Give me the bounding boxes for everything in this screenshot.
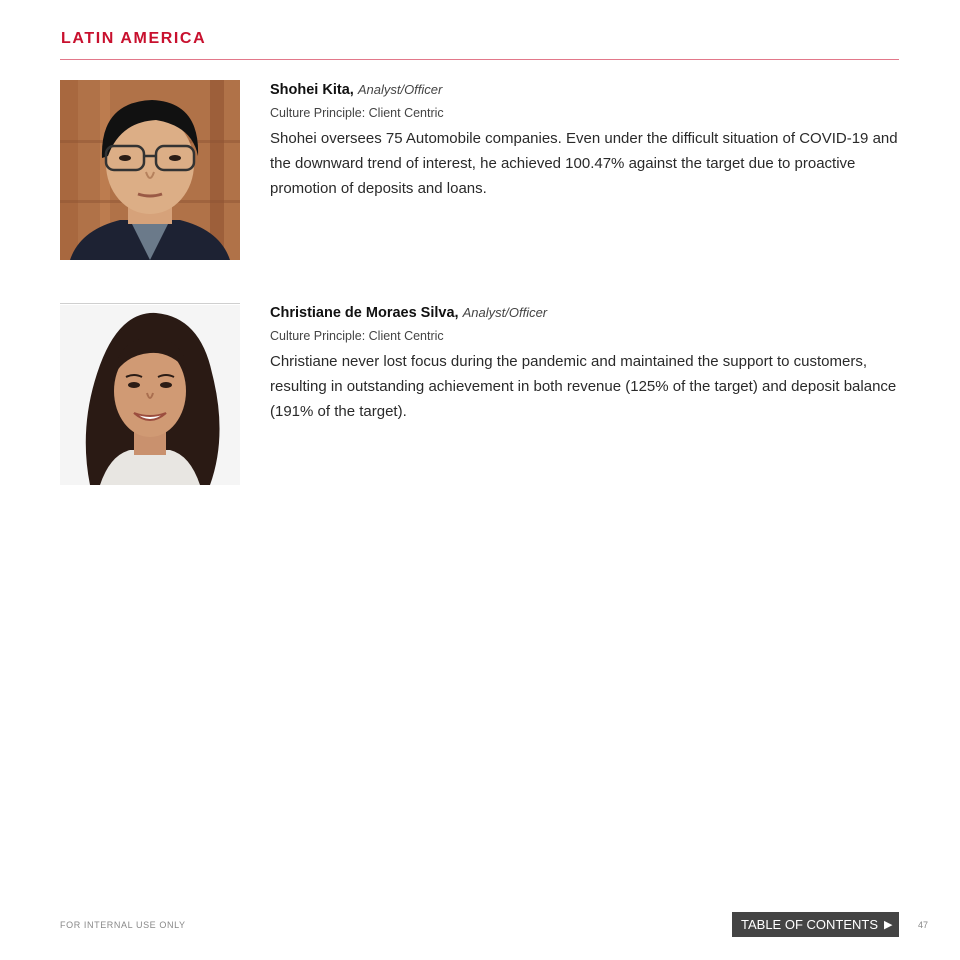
table-of-contents-button[interactable] xyxy=(732,912,899,937)
profile-title: Analyst/Officer xyxy=(462,305,548,320)
profile-shohei-kita xyxy=(270,80,902,201)
profile-description: Shohei oversees 75 Automobile companies. Even under the difficult situation of COVID-19 and the downward trend of interest, he achieved 100.47% against the target due to proactive promotion of deposits and loans. xyxy=(270,130,898,197)
photo-divider xyxy=(60,303,240,304)
profile-heading xyxy=(270,80,902,100)
profile-title: Analyst/Officer xyxy=(357,82,443,97)
page-number: 47 xyxy=(918,920,929,930)
profile-name: Shohei Kita, xyxy=(270,82,354,98)
profile-name: Christiane de Moraes Silva, xyxy=(270,305,459,321)
profile-description: Christiane never lost focus during the pandemic and maintained the support to customers, resulting in outstanding achievement in both revenue (125% of the target) and deposit balance (191% of the target). xyxy=(270,353,897,420)
toc-label: TABLE OF CONTENTS xyxy=(741,917,878,932)
profile-christiane-silva xyxy=(270,303,902,424)
profile-culture-principle: Culture Principle: Client Centric xyxy=(270,106,444,120)
triangle-right-icon: ▶ xyxy=(884,919,893,931)
profile-heading xyxy=(270,303,902,323)
section-divider xyxy=(60,59,899,60)
profile-photo-christiane-silva xyxy=(60,305,240,485)
internal-use-note: FOR INTERNAL USE ONLY xyxy=(60,920,186,930)
profile-culture-principle: Culture Principle: Client Centric xyxy=(270,329,444,343)
section-title: LATIN AMERICA xyxy=(61,30,207,47)
profile-photo-shohei-kita xyxy=(60,80,240,260)
